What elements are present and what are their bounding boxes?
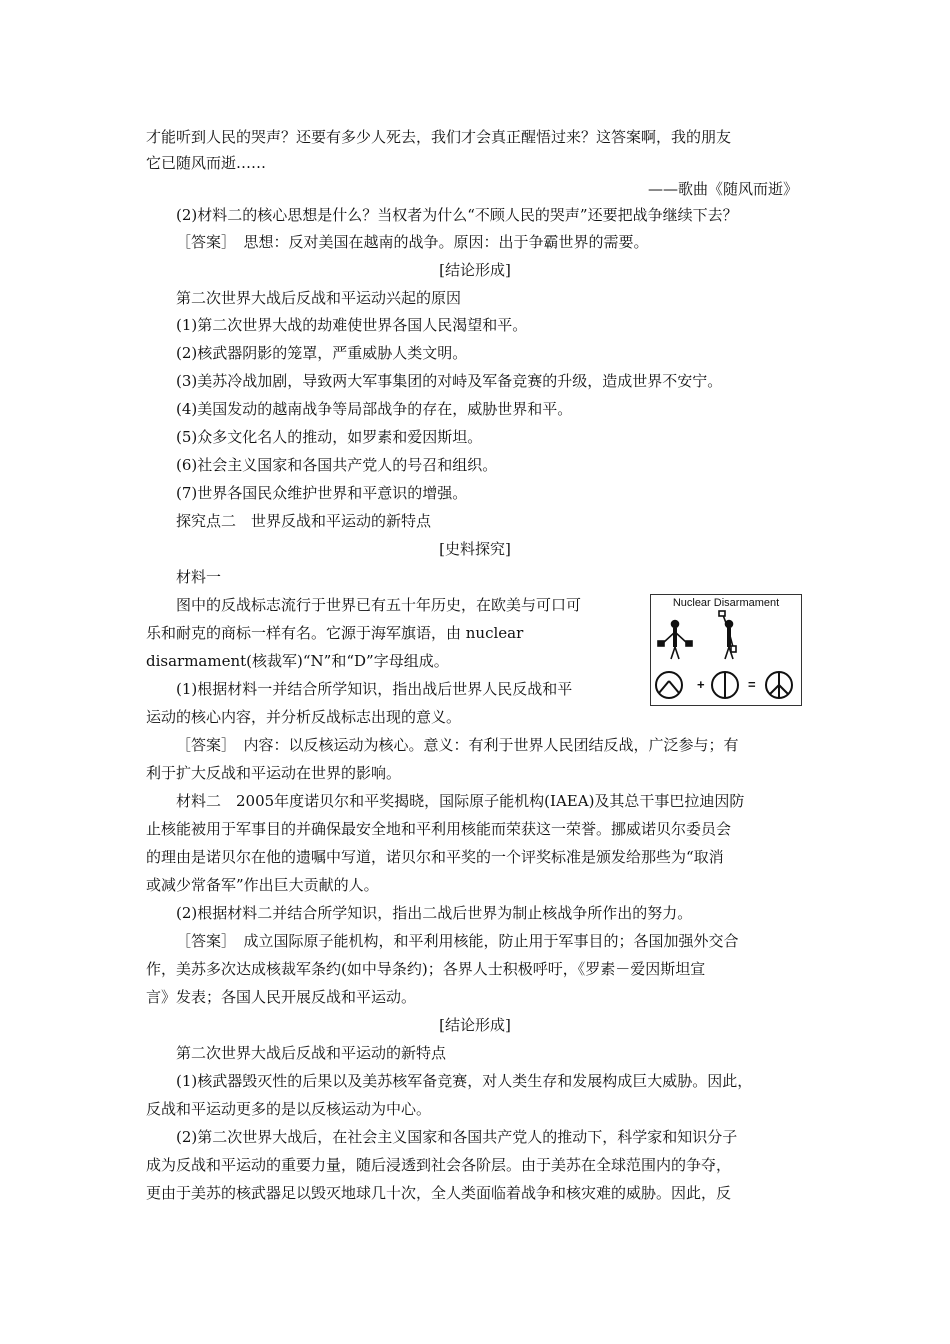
list-item: (1)第二次世界大战的劫难使世界各国人民渴望和平。: [176, 316, 528, 334]
answer-text: 言》发表；各国人民开展反战和平运动。: [146, 988, 417, 1006]
answer-text: 作，美苏多次达成核裁军条约(如中导条约)；各界人士积极呼吁，《罗素－爱因斯坦宣: [146, 960, 706, 978]
list-item: (4)美国发动的越南战争等局部战争的存在，威胁世界和平。: [176, 400, 573, 418]
body-text: 才能听到人民的哭声？还要有多少人死去，我们才会真正醒悟过来？这答案啊，我的朋友: [146, 128, 732, 146]
section-heading: [史料探究]: [439, 540, 511, 558]
question-text: (2)材料二的核心思想是什么？当权者为什么“不顾人民的哭声”还要把战争继续下去？: [176, 206, 738, 224]
plus-sign: +: [697, 677, 705, 692]
body-text: 图中的反战标志流行于世界已有五十年历史，在欧美与可口可: [176, 596, 582, 614]
body-text: 材料二 2005年度诺贝尔和平奖揭晓，国际原子能机构(IAEA)及其总干事巴拉迪因防: [176, 792, 745, 810]
body-text: 或减少常备军”作出巨大贡献的人。: [146, 876, 379, 894]
answer-text: ［答案］ 内容：以反核运动为核心。意义：有利于世界人民团结反战，广泛参与；有: [176, 736, 739, 754]
list-item: (2)核武器阴影的笼罩，严重威胁人类文明。: [176, 344, 468, 362]
question-text: 运动的核心内容，并分析反战标志出现的意义。: [146, 708, 462, 726]
subheading: 第二次世界大战后反战和平运动的新特点: [176, 1044, 447, 1062]
equals-sign: =: [748, 677, 756, 692]
list-item: (3)美苏冷战加剧，导致两大军事集团的对峙及军备竞赛的升级，造成世界不安宁。: [176, 372, 723, 390]
answer-text: ［答案］ 成立国际原子能机构，和平利用核能，防止用于军事目的；各国加强外交合: [176, 932, 739, 950]
song-attribution: ——歌曲《随风而逝》: [647, 180, 798, 198]
figure-title: Nuclear Disarmament: [672, 597, 780, 609]
body-text: (1)核武器毁灭性的后果以及美苏核军备竞赛，对人类生存和发展构成巨大威胁。因此，: [176, 1072, 753, 1090]
body-text: 更由于美苏的核武器足以毁灭地球几十次，全人类面临着战争和核灾难的威胁。因此，反: [146, 1184, 732, 1202]
answer-text: 利于扩大反战和平运动在世界的影响。: [146, 764, 402, 782]
body-text: 成为反战和平运动的重要力量，随后浸透到社会各阶层。由于美苏在全球范围内的争夺，: [146, 1156, 732, 1174]
body-text: disarmament(核裁军)“N”和“D”字母组成。: [146, 652, 449, 670]
semaphore-peace-symbol-icon: [651, 595, 801, 705]
body-text: (2)第二次世界大战后，在社会主义国家和各国共产党人的推动下，科学家和知识分子: [176, 1128, 738, 1146]
body-text: 乐和耐克的商标一样有名。它源于海军旗语，由 nuclear: [146, 624, 524, 642]
body-text: 的理由是诺贝尔在他的遗嘱中写道，诺贝尔和平奖的一个评奖标准是颁发给那些为“取消: [146, 848, 724, 866]
body-text: 止核能被用于军事目的并确保最安全地和平利用核能而荣获这一荣誉。挪威诺贝尔委员会: [146, 820, 732, 838]
section-heading: [结论形成]: [439, 261, 511, 279]
question-text: (2)根据材料二并结合所学知识，指出二战后世界为制止核战争所作出的努力。: [176, 904, 693, 922]
nuclear-disarmament-figure: [650, 594, 802, 706]
question-text: (1)根据材料一并结合所学知识，指出战后世界人民反战和平: [176, 680, 573, 698]
list-item: (6)社会主义国家和各国共产党人的号召和组织。: [176, 456, 498, 474]
subheading: 第二次世界大战后反战和平运动兴起的原因: [176, 289, 462, 307]
answer-text: ［答案］ 思想：反对美国在越南的战争。原因：出于争霸世界的需要。: [176, 233, 649, 251]
body-text: 它已随风而逝……: [146, 154, 267, 172]
list-item: (5)众多文化名人的推动，如罗素和爱因斯坦。: [176, 428, 483, 446]
section-heading: [结论形成]: [439, 1016, 511, 1034]
list-item: (7)世界各国民众维护世界和平意识的增强。: [176, 484, 468, 502]
material-label: 材料一: [176, 568, 222, 586]
section-title: 探究点二 世界反战和平运动的新特点: [176, 512, 432, 530]
body-text: 反战和平运动更多的是以反核运动为中心。: [146, 1100, 432, 1118]
